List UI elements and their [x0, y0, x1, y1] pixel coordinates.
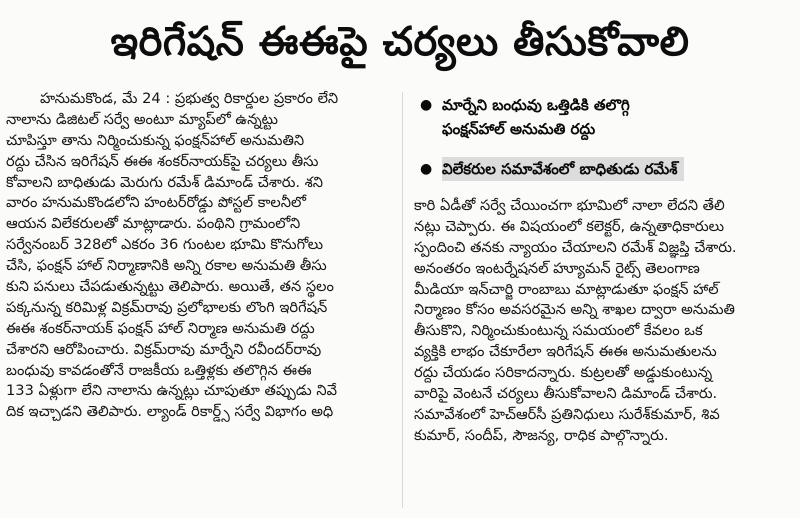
article-line: బంధువు కావడంతోనే రాజకీయ ఒత్తిళ్లకు తలొగ్గిన ఈఈ — [6, 361, 312, 379]
highlight-line: మార్నేని బంధువు ఒత్తిడికి తలొగ్గి — [442, 96, 630, 114]
column-divider — [402, 92, 403, 508]
article-line: రద్దు చేయడం సరికాదన్నారు. కుట్రలతో అడ్డుకుంటున్న — [414, 364, 713, 382]
article-line: రద్దు చేసిన ఇరిగేషన్ ఈఈ శంకర్‌నాయక్‌పై చర్యలు తీసు — [6, 152, 319, 170]
article-line: కోవాలని బాధితుడు మెరుగు రమేశ్ డిమాండ్ చేశారు. శని — [6, 173, 323, 191]
article-line: నాలాను డిజిటల్ సర్వే అంటూ మ్యాప్‌లో ఉన్నట్టు — [6, 110, 278, 128]
article-line: నిర్మాణం కోసం అవసరమైన అన్ని శాఖల ద్వారా అనుమతి — [414, 301, 735, 319]
bullet-icon: ● — [420, 97, 433, 113]
article-right-column — [414, 196, 794, 447]
article-line: వారిపై వెంటనే చర్యలు తీసుకోవాలని డిమాండ్ చేశారు. — [414, 385, 718, 403]
bullet-icon: ● — [420, 161, 433, 177]
highlight-line: ఫంక్షన్‌హాల్ అనుమతి రద్దు — [442, 120, 596, 138]
article-line: కుమార్, సందీప్, సౌజన్య, రాధిక పాల్గొన్నారు. — [414, 426, 669, 444]
article-line: హనుమకొండ, మే 24 : ప్రభుత్వ రికార్డుల ప్రకారం లేని — [40, 90, 339, 107]
highlights-box — [414, 93, 784, 189]
highlight-text: విలేకరుల సమావేశంలో బాధితుడు రమేశ్ — [442, 157, 684, 181]
article-line: నట్లు చెప్పారు. ఈ విషయంలో కలెక్టర్, ఉన్నతాధికారులు — [414, 217, 725, 235]
article-line: చేసి, ఫంక్షన్ హాల్ నిర్మాణానికి అన్ని రకాల అనుమతి తీసు — [6, 257, 327, 275]
article-line: తీసుకొని, నిర్మించుకుంటున్న సమయంలో కేవలం ఒక — [414, 322, 703, 340]
article-line: ఈఈ శంకర్‌నాయక్ ఫంక్షన్ హాల్ నిర్మాణ అనుమతి రద్దు — [6, 319, 315, 337]
article-line: దిక ఇచ్చాడని తెలిపారు. ల్యాండ్ రికార్డ్స్ సర్వే విభాగం అధి — [6, 403, 334, 421]
article-line: ఆయన విలేకరులతో మాట్లాడారు. పంథిని గ్రామంలోని — [6, 215, 301, 233]
article-line: కుని పనులు చేపడుతున్నట్టు తెలిపారు. అయితే, తన స్థలం — [6, 278, 334, 296]
article-line: వారం హనుమకొండలోని హంటర్‌రోడ్డు పోస్టల్ కాలనీలో — [6, 194, 306, 212]
article-line: స్పందించి తనకు న్యాయం చేయాలని రమేశ్ విజ్ఞప్తి చేశారు. — [414, 238, 737, 256]
article-line: వ్యక్తికి లాభం చేకూరేలా ఇరిగేషన్ ఈఈ అనుమతులను — [414, 343, 717, 361]
article-line: మీడియా ఇన్‌చార్జి రాంబాబు మాట్లాడుతూ ఫంక్షన్ హాల్ — [414, 280, 719, 298]
article-line: సర్వేనంబర్ 328లో ఎకరం 36 గుంటల భూమి కొనుగోలు — [6, 236, 324, 254]
article-line: అనంతరం ఇంటర్నేషనల్ హ్యూమన్ రైట్స్ తెలంగాణ — [414, 259, 700, 277]
highlight-text — [442, 93, 630, 141]
article-line: చూపిస్తూ తాను నిర్మించుకున్న ఫంక్షన్‌హాల్ అనుమతిని — [6, 131, 305, 149]
highlight-item — [414, 93, 784, 141]
article-line: చేశారని ఆరోపించారు. విక్రమ్‌రావు మార్నేని రవీందర్‌రావు — [6, 340, 322, 358]
article-line: పక్కనున్న కరిమిళ్ల విక్రమ్‌రావు ప్రలోభాలకు లొంగి ఇరిగేషన్ — [6, 298, 328, 316]
article-line: 133 ఏళ్లుగా లేని నాలాను ఉన్నట్లు చూపుతూ తప్పుడు నివే — [6, 382, 337, 400]
article-line: కారి ఏడీతో సర్వే చేయించగా భూమిలో నాలా లేదని తేలి — [414, 197, 725, 214]
article-left-column — [6, 89, 394, 423]
highlight-item — [414, 157, 784, 181]
article-headline: ఇరిగేషన్ ఈఈపై చర్యలు తీసుకోవాలి — [110, 19, 690, 65]
article-line: సమావేశంలో హెచ్‌ఆర్‌సీ ప్రతినిధులు సురేశ్‌కుమార్, శివ — [414, 405, 720, 423]
